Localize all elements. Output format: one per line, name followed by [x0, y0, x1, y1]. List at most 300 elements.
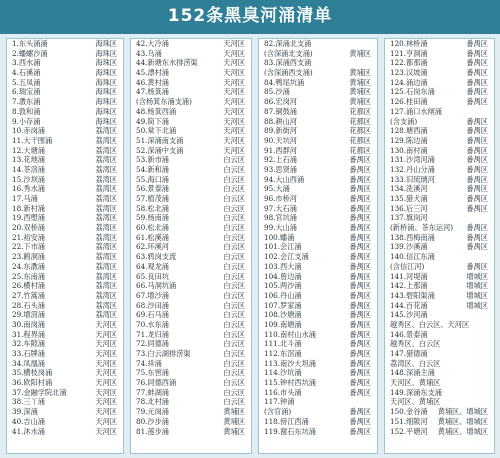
district-label: 海珠区: [95, 68, 117, 78]
district-label: 白云区: [223, 300, 245, 310]
river-row: [7, 330, 123, 340]
river-name: 126.桂田涌: [390, 97, 428, 107]
district-label: 荔湾区: [95, 203, 117, 213]
river-name: 64.观龙涌: [136, 261, 169, 271]
river-row: [7, 427, 123, 437]
district-label: 黄埔区: [349, 68, 371, 78]
river-name: 97.大石涌: [264, 203, 297, 213]
river-row: [131, 78, 251, 88]
river-name: 113.南沙大坦涌: [264, 358, 316, 368]
district-label: 荔湾区: [95, 184, 117, 194]
district-label: 番禺区: [349, 184, 371, 194]
river-name: 107.罗家涌: [264, 300, 302, 310]
river-row: [259, 233, 377, 243]
river-name: 28.石头涌: [12, 300, 45, 310]
river-name: 100.蟠涌: [264, 232, 295, 242]
district-label: 番禺区: [466, 116, 488, 126]
river-name: 49.简下涌: [136, 116, 169, 126]
river-row: [259, 378, 377, 388]
district-label: 番禺区: [466, 223, 488, 233]
river-name: 17.马涌: [12, 194, 38, 203]
river-name: 143.碧阳渠涌: [390, 290, 435, 300]
district-label: 番禺区: [466, 164, 488, 174]
river-row: [259, 388, 377, 398]
district-label: 荔湾区: [95, 126, 117, 136]
district-label: 番禺区: [349, 387, 371, 397]
river-name: 23.鹤洞涌: [12, 252, 45, 262]
river-name: 24.东漖涌: [12, 261, 45, 271]
river-name: 荔湾区、白云区: [390, 358, 441, 368]
river-name: 59.杨南涌: [136, 213, 169, 223]
district-label: 花都区: [349, 116, 371, 126]
river-name: 104.曾边涌: [264, 271, 302, 281]
river-row: [7, 272, 123, 282]
river-row: [385, 407, 494, 417]
river-row: [385, 146, 494, 156]
river-name: (含杨箕东涌支涌): [136, 97, 192, 107]
river-row: [385, 155, 494, 165]
district-label: 荔湾区: [95, 145, 117, 155]
river-row: [7, 417, 123, 427]
district-label: 增城区: [466, 271, 488, 281]
district-label: 黄埔区: [223, 426, 245, 436]
river-name: 36.欧阳村涌: [12, 378, 53, 388]
river-name: 46.黄村涌: [136, 77, 169, 87]
river-name: 74.祥涌: [136, 358, 162, 368]
river-name: 108.沙塘涌: [264, 310, 302, 320]
district-label: 番禺区: [349, 300, 371, 310]
river-row: [385, 87, 494, 97]
district-label: 天河区: [223, 48, 245, 58]
river-row: [259, 397, 377, 407]
river-row: [259, 68, 377, 78]
district-label: 天河区: [223, 135, 245, 145]
river-name: (新桥涌、茶东运河): [390, 223, 454, 233]
river-name: 134.洗溪河: [390, 184, 428, 194]
river-name: 66.马洞坑涌: [136, 281, 177, 291]
district-label: 番禺区: [349, 203, 371, 213]
district-label: 荔湾区: [95, 194, 117, 203]
river-name: 87.铜鼓涌: [264, 106, 297, 116]
page-title: 152条黑臭河涌清单: [167, 6, 333, 26]
district-label: 白云区: [223, 368, 245, 378]
river-row: [259, 78, 377, 88]
district-label: 天河区: [223, 97, 245, 107]
river-row: [385, 58, 494, 68]
river-name: 3.西水涌: [12, 58, 41, 68]
river-row: [131, 39, 251, 49]
district-label: 番禺区: [466, 48, 488, 58]
river-row: [385, 291, 494, 301]
river-name: 147.猎德涌: [390, 349, 428, 358]
district-label: 黄埔区: [349, 48, 371, 58]
district-label: 天河区: [95, 426, 117, 436]
river-row: [259, 407, 377, 417]
river-row: [259, 117, 377, 127]
district-label: 黄埔区: [349, 97, 371, 107]
river-row: [131, 87, 251, 97]
district-label: 番禺区: [466, 174, 488, 184]
district-label: 番禺区: [466, 261, 488, 271]
river-row: [131, 310, 251, 320]
river-row: [259, 339, 377, 349]
river-row: [7, 194, 123, 204]
river-row: [385, 194, 494, 204]
river-row: [7, 78, 123, 88]
river-name: 55.海口涌: [136, 174, 169, 184]
district-label: 海珠区: [95, 87, 117, 97]
river-name: 34.凤凰涌: [12, 358, 45, 368]
river-row: [259, 291, 377, 301]
district-label: 荔湾区: [95, 281, 117, 291]
river-name: 70.水东涌: [136, 319, 169, 329]
river-row: [259, 165, 377, 175]
river-row: [385, 97, 494, 107]
river-row: [7, 107, 123, 117]
river-name: 18.新村涌: [12, 203, 45, 213]
river-name: 133.旧琉璃河: [390, 174, 435, 184]
river-name: 116.市头涌: [264, 387, 302, 397]
river-name: 41.沐水涌: [12, 426, 45, 436]
river-name: 16.秀水涌: [12, 184, 45, 194]
river-row: [7, 301, 123, 311]
river-row: [7, 97, 123, 107]
river-name: 39.深涌: [12, 407, 38, 417]
river-name: 33.石牌涌: [12, 349, 45, 358]
river-name: 88.耕山河: [264, 116, 297, 126]
river-row: [7, 58, 123, 68]
river-row: [259, 330, 377, 340]
river-name: 132.丹山分涌: [390, 164, 435, 174]
river-row: [259, 320, 377, 330]
district-label: 海珠区: [95, 116, 117, 126]
district-label: 荔湾区: [95, 271, 117, 281]
district-label: 荔湾区: [95, 174, 117, 184]
district-label: 番禺区: [349, 213, 371, 223]
river-row: [385, 213, 494, 223]
district-label: 番禺区: [349, 281, 371, 291]
river-name: 21.裕安涌: [12, 232, 45, 242]
river-row: [7, 87, 123, 97]
river-row: [7, 359, 123, 369]
river-row: [259, 272, 377, 282]
river-name: 4.石溪涌: [12, 68, 41, 78]
district-label: 荔湾区: [95, 310, 117, 320]
river-name: 27.竹篙涌: [12, 290, 45, 300]
river-row: [131, 397, 251, 407]
river-name: 122.都那涌: [390, 58, 428, 68]
district-label: 天河区: [95, 397, 117, 407]
river-name: 141.河堤涌: [390, 271, 428, 281]
river-row: [259, 204, 377, 214]
district-label: 番禺区: [466, 58, 488, 68]
river-name: 140.信江东涌: [390, 252, 435, 262]
river-name: 151.细陂河: [390, 416, 428, 426]
river-name: (含深涌北支涌): [264, 48, 313, 58]
district-label: 白云区: [223, 213, 245, 223]
district-label: 白云区: [223, 242, 245, 252]
river-row: [7, 281, 123, 291]
river-row: [7, 262, 123, 272]
district-label: 番禺区: [466, 184, 488, 194]
district-label: 番禺区: [466, 68, 488, 78]
river-name: 146.景泰涌: [390, 329, 428, 339]
district-label: 番禺区: [349, 349, 371, 358]
river-name: 54.新和涌: [136, 164, 169, 174]
river-row: [131, 223, 251, 233]
river-name: 5.五凤涌: [12, 77, 41, 87]
river-row: [131, 427, 251, 437]
district-label: 番禺区: [466, 97, 488, 107]
district-label: 白云区: [223, 184, 245, 194]
district-label: 荔湾区: [95, 290, 117, 300]
district-label: 天河区: [95, 329, 117, 339]
district-label: 番禺区: [349, 174, 371, 184]
district-label: 花都区: [349, 126, 371, 136]
district-label: 花都区: [349, 106, 371, 116]
list-column-3: [258, 38, 378, 454]
river-name: 119.谢石东坑涌: [264, 426, 316, 436]
district-label: 番禺区: [349, 290, 371, 300]
river-row: [131, 126, 251, 136]
district-label: 番禺区: [349, 339, 371, 349]
district-label: 白云区: [223, 329, 245, 339]
river-row: [7, 388, 123, 398]
river-name: 109.南塘涌: [264, 319, 302, 329]
district-label: 番禺区: [349, 261, 371, 271]
river-name: 62.环溪河: [136, 242, 169, 252]
river-row: [7, 349, 123, 359]
river-name: 35.横枝岗涌: [12, 368, 53, 378]
river-name: 75.东窖涌: [136, 368, 169, 378]
river-name: 128.塘西涌: [390, 126, 428, 136]
river-row: [131, 155, 251, 165]
district-label: 番禺区: [349, 194, 371, 203]
district-label: 白云区: [223, 164, 245, 174]
river-row: [385, 204, 494, 214]
river-name: 90.天坑河: [264, 135, 297, 145]
river-name: 95.大涌: [264, 184, 290, 194]
river-name: 68.沙田涌: [136, 300, 169, 310]
district-label: 番禺区: [466, 203, 488, 213]
river-name: 越秀区、白云区、天河区: [390, 319, 470, 329]
district-label: 番禺区: [349, 329, 371, 339]
river-name: 123.汉坡涌: [390, 68, 428, 78]
district-label: 天河区: [223, 126, 245, 136]
river-row: [131, 262, 251, 272]
river-name: 7.漖东涌: [12, 97, 41, 107]
river-name: 72.同德涌: [136, 339, 169, 349]
river-name: 118.傍江西涌: [264, 416, 309, 426]
river-name: 142.上那涌: [390, 281, 428, 291]
list-column-1: [6, 38, 124, 454]
river-name: 117.钟涌: [264, 397, 295, 407]
district-label: 番禺区: [466, 145, 488, 155]
river-name: 天河区、黄埔区: [390, 397, 441, 407]
river-name: 135.猎犬涌: [390, 194, 428, 203]
list-column-4: [384, 38, 495, 454]
district-label: 白云区: [223, 397, 245, 407]
river-row: [131, 417, 251, 427]
river-row: [385, 165, 494, 175]
river-name: 110.南村山水涌: [264, 329, 316, 339]
river-row: [385, 281, 494, 291]
river-row: [131, 281, 251, 291]
river-row: [131, 291, 251, 301]
river-row: [131, 68, 251, 78]
district-label: 番禺区: [349, 271, 371, 281]
river-row: [385, 117, 494, 127]
river-row: [259, 97, 377, 107]
river-name: 42.大冷涌: [136, 39, 169, 48]
district-label: 番禺区: [349, 426, 371, 436]
district-label: 番禺区: [466, 232, 488, 242]
river-name: 152.平塘河: [390, 426, 428, 436]
district-label: 黄埔区: [223, 416, 245, 426]
river-row: [385, 330, 494, 340]
district-label: 荔湾区: [95, 300, 117, 310]
river-row: [7, 155, 123, 165]
river-row: [7, 175, 123, 185]
river-row: [131, 330, 251, 340]
river-name: 9.小存涌: [12, 116, 41, 126]
river-row: [385, 107, 494, 117]
river-row: [7, 252, 123, 262]
river-row: [7, 146, 123, 156]
district-label: 增城区: [466, 290, 488, 300]
river-row: [259, 310, 377, 320]
district-label: 白云区: [223, 194, 245, 203]
river-row: [385, 136, 494, 146]
river-row: [259, 262, 377, 272]
district-label: 天河区: [95, 339, 117, 349]
river-name: 129.陈边涌: [390, 135, 428, 145]
river-name: 148.深涌主涌: [390, 368, 435, 378]
district-label: 海珠区: [95, 48, 117, 58]
river-row: [131, 339, 251, 349]
river-row: [385, 339, 494, 349]
river-name: 50.棠下北涌: [136, 126, 177, 136]
river-row: [7, 213, 123, 223]
district-label: 白云区: [223, 358, 245, 368]
district-label: 天河区: [223, 106, 245, 116]
river-name: 6.瑞宝涌: [12, 87, 41, 97]
river-row: [385, 78, 494, 88]
district-label: 白云区: [223, 174, 245, 184]
river-row: [259, 155, 377, 165]
district-label: 黄埔区、增城区: [437, 407, 488, 417]
river-name: 150.金谷涌: [390, 407, 428, 417]
district-label: 黄埔区、增城区: [437, 416, 488, 426]
district-label: 番禺区: [349, 252, 371, 262]
district-label: 海珠区: [95, 39, 117, 48]
river-row: [385, 417, 494, 427]
river-name: 93.思贤涌: [264, 164, 297, 174]
river-name: 81.莲步涌: [136, 426, 169, 436]
river-name: 31.程界涌: [12, 329, 45, 339]
river-row: [131, 242, 251, 252]
river-row: [7, 397, 123, 407]
river-name: 101.会江涌: [264, 242, 302, 252]
river-name: 125.石岗东涌: [390, 87, 435, 97]
river-row: [7, 49, 123, 59]
river-row: [385, 126, 494, 136]
river-row: [259, 126, 377, 136]
river-name: 13.花地涌: [12, 155, 45, 165]
river-row: [259, 58, 377, 68]
river-row: [385, 368, 494, 378]
river-name: 12.大塘涌: [12, 145, 45, 155]
river-row: [131, 320, 251, 330]
river-name: 136.后三河: [390, 203, 428, 213]
river-name: 30.南岗涌: [12, 319, 45, 329]
river-row: [7, 378, 123, 388]
river-row: [259, 349, 377, 359]
river-name: 11.大干围涌: [12, 135, 53, 145]
river-row: [385, 175, 494, 185]
river-name: 47.杨箕涌: [136, 87, 169, 97]
district-label: 番禺区: [349, 378, 371, 388]
river-name: 32.车陂涌: [12, 339, 45, 349]
river-name: 84.鸭尾坑涌: [264, 77, 305, 87]
list-column-2: [130, 38, 252, 454]
district-label: 白云区: [223, 319, 245, 329]
river-row: [7, 407, 123, 417]
river-row: [385, 427, 494, 437]
river-name: 45.漂村涌: [136, 68, 169, 78]
district-label: 白云区: [223, 203, 245, 213]
river-name: 144.百花涌: [390, 300, 428, 310]
river-row: [131, 107, 251, 117]
district-label: 天河区: [95, 387, 117, 397]
river-name: 53.新市涌: [136, 155, 169, 165]
river-name: 115.钟村西坑涌: [264, 378, 316, 388]
river-name: (含支涌): [390, 116, 418, 126]
river-name: 57.植茂涌: [136, 194, 169, 203]
river-row: [259, 107, 377, 117]
river-name: 71.龙归涌: [136, 329, 169, 339]
river-row: [385, 184, 494, 194]
district-label: 天河区: [95, 349, 117, 358]
river-name: 1.东头涌涌: [12, 39, 48, 48]
district-label: 白云区: [223, 223, 245, 233]
district-label: 海珠区: [95, 77, 117, 87]
river-name: 77.蚌湖涌: [136, 387, 169, 397]
river-row: [7, 126, 123, 136]
river-row: [7, 39, 123, 49]
district-label: 番禺区: [349, 407, 371, 417]
river-row: [385, 68, 494, 78]
river-name: 120.林桥涌: [390, 39, 428, 48]
river-name: 112.东滘涌: [264, 349, 302, 358]
district-label: 番禺区: [466, 242, 488, 252]
district-label: 天河区: [95, 319, 117, 329]
river-row: [259, 146, 377, 156]
river-row: [259, 184, 377, 194]
river-row: [385, 310, 494, 320]
river-name: 20.双桥涌: [12, 223, 45, 233]
river-name: 60.松北涌: [136, 223, 169, 233]
river-row: [131, 301, 251, 311]
river-row: [259, 49, 377, 59]
river-row: [7, 117, 123, 127]
river-row: [259, 136, 377, 146]
river-name: 102.会江支涌: [264, 252, 309, 262]
river-row: [385, 388, 494, 398]
district-label: 天河区: [223, 87, 245, 97]
river-name: 67.增沙涌: [136, 290, 169, 300]
river-name: 69.石马涌: [136, 310, 169, 320]
